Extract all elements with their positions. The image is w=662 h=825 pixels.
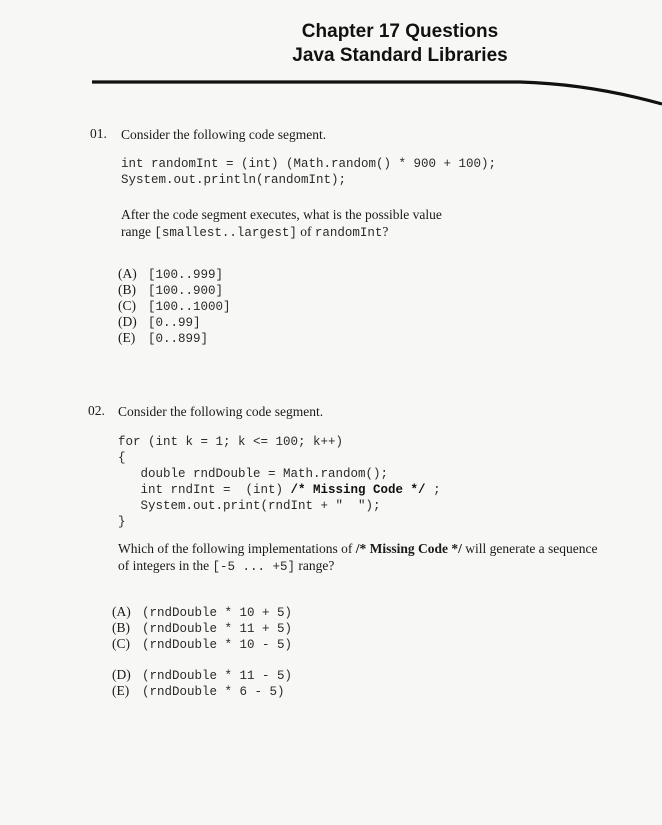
question-text — [118, 557, 334, 576]
choice-letter: (C) — [112, 636, 130, 651]
choice-letter: (B) — [118, 282, 136, 297]
choice-text: [100..900] — [148, 284, 224, 298]
question-prompt: Consider the following code segment. — [121, 127, 327, 142]
chapter-header — [200, 20, 600, 68]
choice-letter: (C) — [118, 298, 136, 313]
question-text-part: Which of the following implementations of — [118, 541, 356, 556]
code-line: { — [118, 451, 126, 465]
question-text — [121, 223, 388, 242]
chapter-subtitle: Java Standard Libraries — [292, 45, 508, 66]
choice-letter: (B) — [112, 620, 130, 635]
choice-text: [0..899] — [148, 332, 209, 346]
inline-code: randomInt — [314, 226, 383, 240]
question-text-part: of — [296, 224, 315, 239]
choice-text: [100..1000] — [148, 300, 231, 314]
choice-text: (rndDouble * 11 - 5) — [142, 669, 293, 683]
question-text-part: will generate a sequence — [461, 541, 598, 556]
question-text — [118, 540, 598, 557]
code-block — [118, 434, 441, 530]
code-block — [121, 156, 496, 188]
question-text-part: ? — [382, 224, 389, 239]
choice-text: (rndDouble * 10 + 5) — [142, 606, 293, 620]
code-part-bold: /* Missing Code */ — [290, 483, 426, 497]
question-text: After the code segment executes, what is the possible value — [121, 207, 442, 222]
code-line: } — [118, 515, 126, 529]
chapter-title: Chapter 17 Questions — [301, 21, 499, 42]
header-rule — [0, 68, 662, 108]
choice-text: [0..99] — [148, 316, 201, 330]
choice-text: [100..999] — [148, 268, 224, 282]
question-prompt: Consider the following code segment. — [118, 404, 324, 419]
answer-choice-c[interactable] — [112, 636, 292, 653]
answer-choice-a[interactable] — [112, 604, 292, 621]
code-line — [118, 482, 441, 498]
choice-letter: (E) — [112, 683, 130, 698]
code-line: for (int k = 1; k <= 100; k++) — [118, 435, 344, 449]
choice-text: (rndDouble * 10 - 5) — [142, 638, 293, 652]
choice-letter: (D) — [112, 667, 131, 682]
choice-text: (rndDouble * 11 + 5) — [142, 622, 293, 636]
question-number: 02. — [88, 403, 105, 418]
answer-choice-c[interactable] — [118, 298, 231, 315]
question-text-bold: /* Missing Code */ — [355, 541, 462, 556]
choice-text: (rndDouble * 6 - 5) — [142, 685, 285, 699]
code-line: System.out.println(randomInt); — [121, 173, 347, 187]
code-line: double rndDouble = Math.random(); — [118, 467, 389, 481]
inline-code: [-5 ... +5] — [212, 560, 295, 574]
answer-choice-d[interactable] — [112, 667, 292, 684]
answer-choice-d[interactable] — [118, 314, 201, 331]
inline-code: [smallest..largest] — [154, 226, 297, 240]
answer-choice-b[interactable] — [118, 282, 223, 299]
code-line: System.out.print(rndInt + " "); — [118, 499, 381, 513]
answer-choice-a[interactable] — [118, 266, 223, 283]
choice-letter: (A) — [112, 604, 131, 619]
question-text-part: range? — [295, 558, 335, 573]
choice-letter: (D) — [118, 314, 137, 329]
code-part: int rndInt = (int) — [118, 483, 291, 497]
code-part: ; — [425, 483, 441, 497]
question-number: 01. — [90, 126, 107, 141]
answer-choice-b[interactable] — [112, 620, 292, 637]
answer-choice-e[interactable] — [112, 683, 285, 700]
answer-choice-e[interactable] — [118, 330, 208, 347]
choice-letter: (E) — [118, 330, 136, 345]
question-text-part: range — [121, 224, 155, 239]
question-text-part: of integers in the — [118, 558, 213, 573]
code-line: int randomInt = (int) (Math.random() * 900 + 100); — [121, 157, 497, 171]
choice-letter: (A) — [118, 266, 137, 281]
